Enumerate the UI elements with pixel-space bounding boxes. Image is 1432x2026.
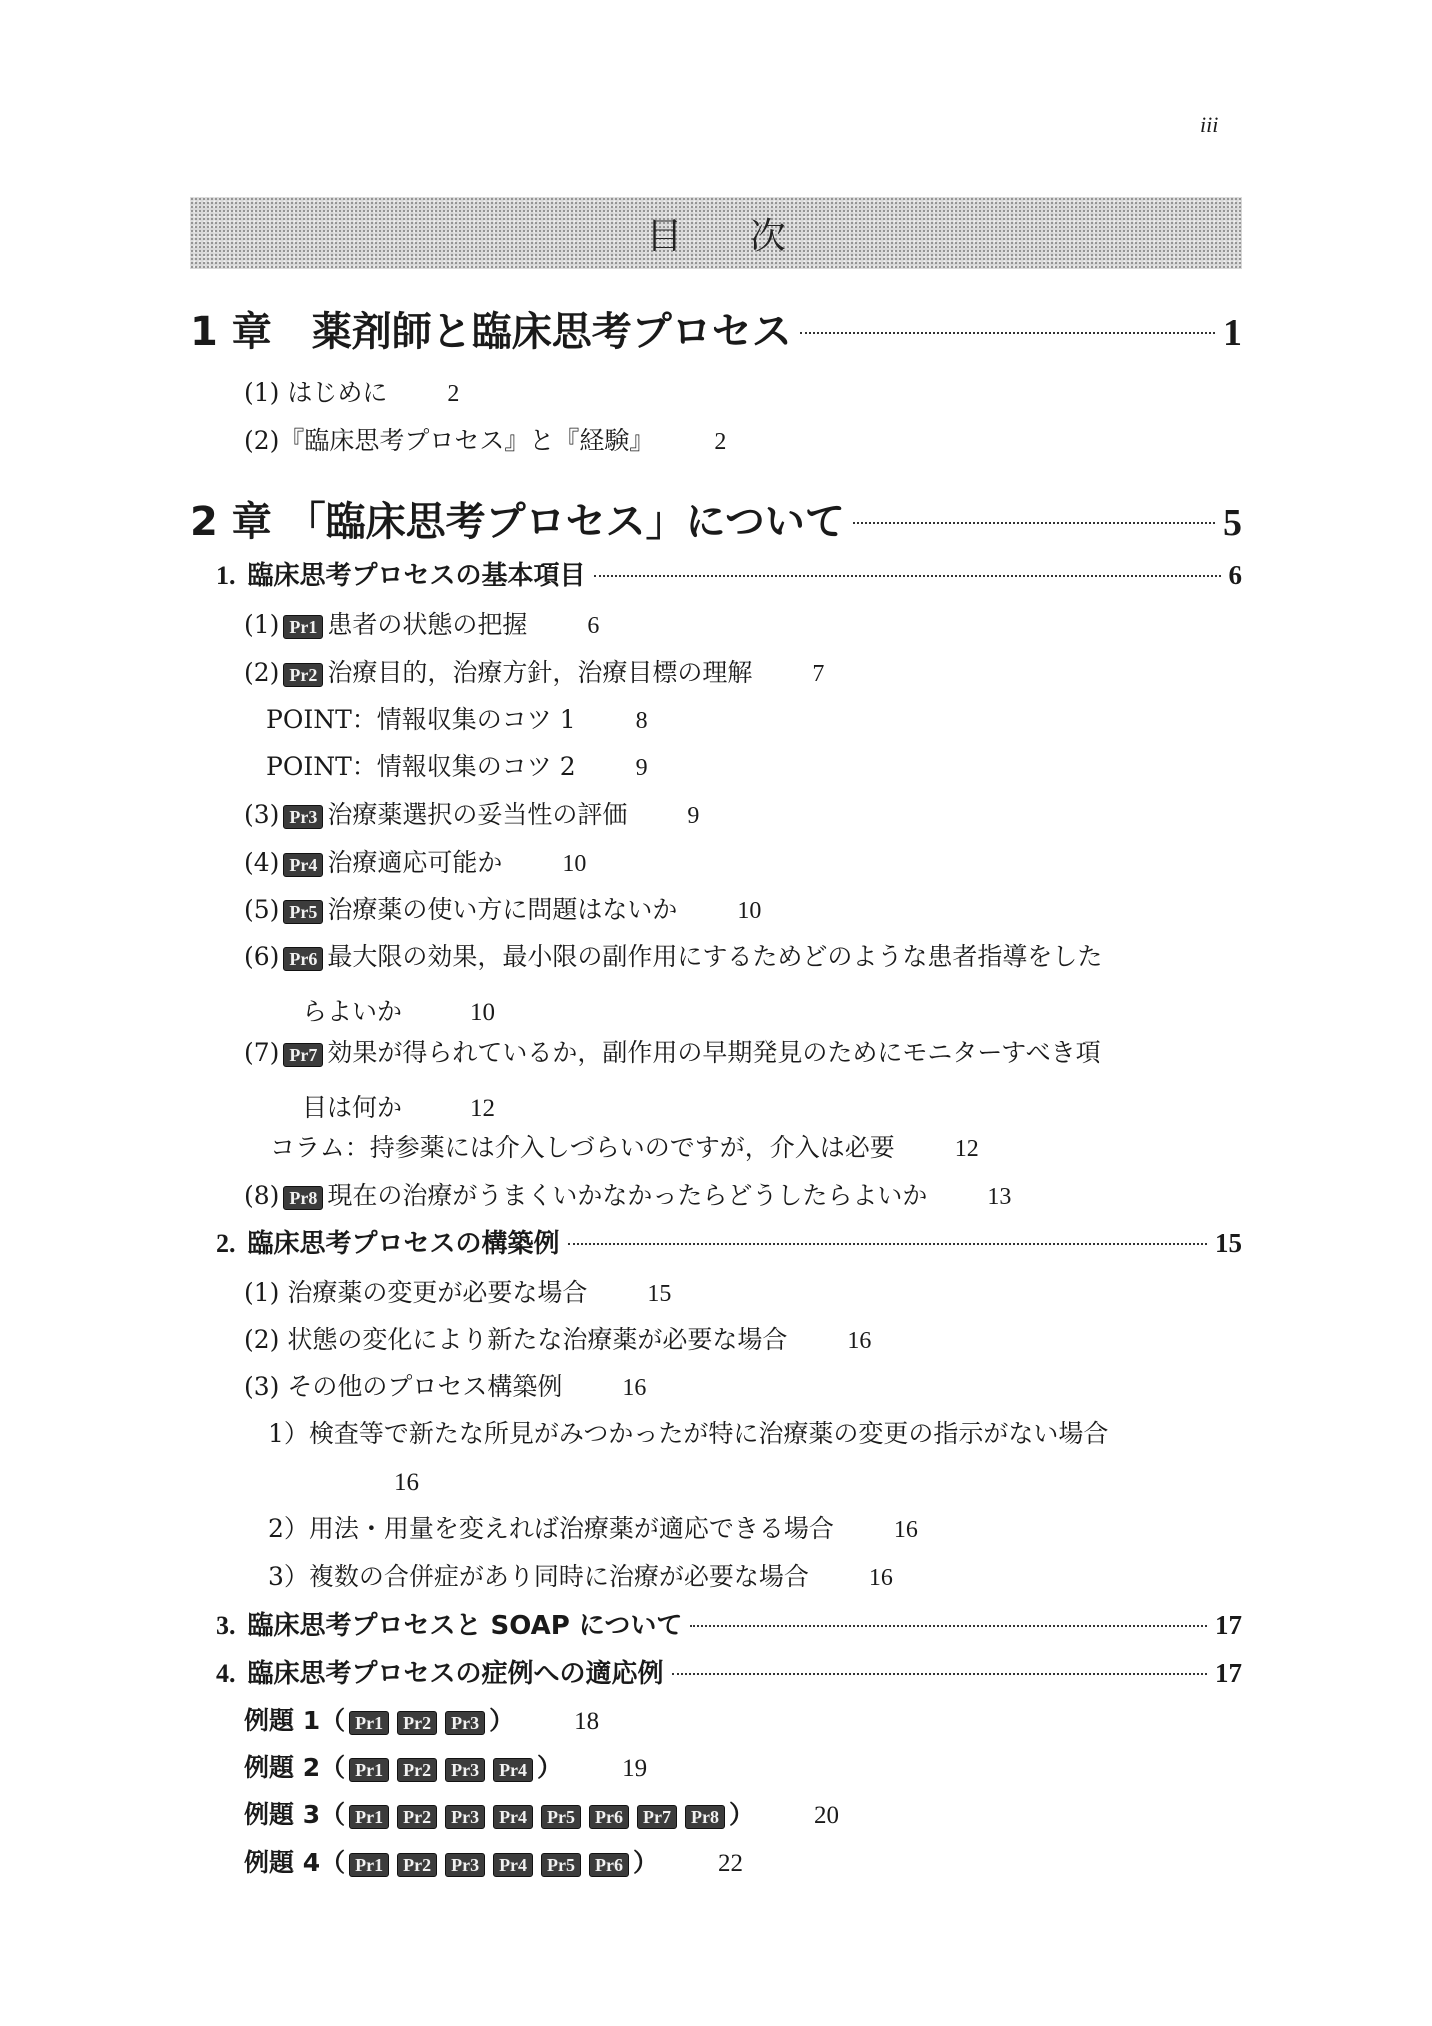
item-page: 2 xyxy=(447,381,460,407)
item-label: 効果が得られているか，副作用の早期発見のためにモニターすべき項 xyxy=(327,1038,1101,1067)
section-4-entry[interactable] xyxy=(216,1660,1242,1687)
toc-item[interactable] xyxy=(244,380,459,406)
example-label: 例題 4（ xyxy=(244,1848,346,1877)
item-label: 治療適応可能か xyxy=(327,848,503,877)
chapter-page: 1 xyxy=(1223,312,1242,354)
section-3-entry[interactable] xyxy=(216,1612,1242,1639)
item-label: 患者の状態の把握 xyxy=(327,610,528,639)
chapter-label: 1 章 薬剤師と臨床思考プロセス xyxy=(190,309,792,355)
example-1-entry[interactable] xyxy=(244,1708,599,1735)
toc-item-continuation[interactable] xyxy=(394,1469,419,1497)
pr-badge: Pr1 xyxy=(283,615,323,639)
toc-title: 目 次 xyxy=(646,215,814,257)
section-page: 6 xyxy=(1228,560,1242,590)
section-label: 臨床思考プロセスの構築例 xyxy=(247,1229,560,1259)
section-number: 2. xyxy=(216,1229,236,1258)
pr-badge: Pr3 xyxy=(283,805,323,829)
leader-dots xyxy=(800,332,1215,334)
section-label: 臨床思考プロセスと SOAP について xyxy=(247,1611,683,1641)
example-close: ） xyxy=(537,1753,563,1782)
pr-badge: Pr8 xyxy=(283,1186,323,1210)
section-label: 臨床思考プロセスの基本項目 xyxy=(247,561,586,591)
pr-badge: Pr7 xyxy=(637,1805,677,1829)
item-prefix: (2) xyxy=(244,658,280,687)
chapter-2-entry[interactable] xyxy=(190,499,1242,545)
toc-item[interactable] xyxy=(266,707,648,733)
toc-item[interactable] xyxy=(244,612,599,639)
example-page: 19 xyxy=(622,1755,648,1782)
item-label: 2）用法・用量を変えれば治療薬が適応できる場合 xyxy=(268,1514,834,1543)
chapter-page: 5 xyxy=(1223,502,1242,544)
item-page: 9 xyxy=(687,803,700,829)
pr-badge: Pr4 xyxy=(493,1758,533,1782)
pr-badge: Pr7 xyxy=(283,1043,323,1067)
toc-item[interactable] xyxy=(244,1280,671,1306)
item-page: 12 xyxy=(954,1136,979,1162)
pr-badge: Pr4 xyxy=(283,853,323,877)
example-close: ） xyxy=(728,1800,754,1829)
example-page: 22 xyxy=(718,1850,744,1877)
item-page: 6 xyxy=(587,613,600,639)
toc-item[interactable] xyxy=(244,1327,871,1353)
pr-badge: Pr2 xyxy=(397,1758,437,1782)
item-page: 9 xyxy=(635,755,648,781)
pr-badge: Pr3 xyxy=(445,1758,485,1782)
item-label: (3) その他のプロセス構築例 xyxy=(244,1372,563,1401)
pr-badge: Pr4 xyxy=(493,1853,533,1877)
item-label: POINT：情報収集のコツ 1 xyxy=(266,705,576,734)
item-prefix: (1) xyxy=(244,610,280,639)
pr-badge: Pr3 xyxy=(445,1853,485,1877)
item-page: 2 xyxy=(714,429,727,455)
section-2-entry[interactable] xyxy=(216,1230,1242,1257)
pr-badge: Pr6 xyxy=(589,1805,629,1829)
item-page: 10 xyxy=(737,898,762,924)
example-page: 18 xyxy=(574,1708,600,1735)
item-page: 10 xyxy=(562,851,587,877)
item-prefix: (7) xyxy=(244,1038,280,1067)
example-4-entry[interactable] xyxy=(244,1850,743,1877)
item-page: 8 xyxy=(635,708,648,734)
pr-badge: Pr6 xyxy=(589,1853,629,1877)
pr-badge: Pr2 xyxy=(397,1853,437,1877)
toc-item[interactable] xyxy=(244,1183,1011,1210)
example-2-entry[interactable] xyxy=(244,1755,647,1782)
item-label: コラム：持参薬には介入しづらいのですが，介入は必要 xyxy=(270,1133,895,1162)
pr-badge: Pr3 xyxy=(445,1711,485,1735)
item-page: 16 xyxy=(868,1565,893,1591)
pr-badge: Pr2 xyxy=(397,1711,437,1735)
item-label: (2) 状態の変化により新たな治療薬が必要な場合 xyxy=(244,1325,788,1354)
toc-item[interactable] xyxy=(244,802,699,829)
leader-dots xyxy=(690,1625,1207,1627)
pr-badge: Pr1 xyxy=(349,1711,389,1735)
toc-item[interactable] xyxy=(244,850,586,877)
toc-item-continuation[interactable] xyxy=(302,992,495,1028)
pr-badge: Pr5 xyxy=(541,1853,581,1877)
pr-badge: Pr1 xyxy=(349,1805,389,1829)
toc-item[interactable] xyxy=(244,660,824,687)
example-label: 例題 1（ xyxy=(244,1706,346,1735)
item-page: 16 xyxy=(622,1375,647,1401)
item-label-continued: 目は何か xyxy=(302,1093,403,1122)
item-label: POINT：情報収集のコツ 2 xyxy=(266,752,576,781)
section-number: 3. xyxy=(216,1611,236,1640)
example-label: 例題 3（ xyxy=(244,1800,346,1829)
item-label: 3）複数の合併症があり同時に治療が必要な場合 xyxy=(268,1562,809,1591)
section-page: 15 xyxy=(1215,1228,1242,1258)
example-close: ） xyxy=(489,1706,515,1735)
item-page: 16 xyxy=(893,1517,918,1543)
toc-item[interactable] xyxy=(244,1374,646,1400)
toc-item[interactable] xyxy=(244,1040,1101,1067)
section-1-entry[interactable] xyxy=(216,562,1242,589)
page-number: iii xyxy=(1200,112,1219,137)
item-page: 10 xyxy=(469,999,495,1026)
item-prefix: (8) xyxy=(244,1181,280,1210)
item-prefix: (4) xyxy=(244,848,280,877)
pr-badge: Pr4 xyxy=(493,1805,533,1829)
item-label-continued: らよいか xyxy=(302,997,403,1026)
item-label: (1) はじめに xyxy=(244,378,388,407)
toc-item[interactable] xyxy=(244,944,1102,971)
pr-badge: Pr1 xyxy=(349,1853,389,1877)
example-3-entry[interactable] xyxy=(244,1802,839,1829)
leader-dots xyxy=(594,575,1221,577)
pr-badge: Pr2 xyxy=(283,663,323,687)
toc-item[interactable] xyxy=(268,1516,918,1542)
leader-dots xyxy=(568,1243,1207,1245)
item-label: (2)『臨床思考プロセス』と『経験』 xyxy=(244,426,655,455)
item-page: 13 xyxy=(987,1184,1012,1210)
item-prefix: (3) xyxy=(244,800,280,829)
pr-badge: Pr2 xyxy=(397,1805,437,1829)
pr-badge: Pr5 xyxy=(541,1805,581,1829)
item-label: 治療薬選択の妥当性の評価 xyxy=(327,800,628,829)
pr-badge: Pr5 xyxy=(283,900,323,924)
chapter-1-entry[interactable] xyxy=(190,309,1242,355)
example-page: 20 xyxy=(814,1802,839,1829)
item-prefix: (6) xyxy=(244,942,280,971)
example-label: 例題 2（ xyxy=(244,1753,346,1782)
item-prefix: (5) xyxy=(244,895,280,924)
toc-item[interactable] xyxy=(244,897,761,924)
section-number: 1. xyxy=(216,561,236,590)
leader-dots xyxy=(853,522,1215,524)
pr-badge: Pr8 xyxy=(685,1805,725,1829)
toc-item[interactable] xyxy=(244,428,726,454)
item-label: 最大限の効果，最小限の副作用にするためどのような患者指導をした xyxy=(327,942,1103,971)
toc-item[interactable] xyxy=(270,1135,979,1161)
section-label: 臨床思考プロセスの症例への適応例 xyxy=(247,1659,664,1689)
chapter-label: 2 章 「臨床思考プロセス」について xyxy=(190,499,845,545)
example-close: ） xyxy=(633,1848,659,1877)
item-page: 15 xyxy=(647,1281,672,1307)
toc-item-continuation[interactable] xyxy=(302,1088,495,1124)
pr-badge: Pr6 xyxy=(283,947,323,971)
pr-badge: Pr3 xyxy=(445,1805,485,1829)
item-label: (1) 治療薬の変更が必要な場合 xyxy=(244,1278,588,1307)
item-label: 治療目的，治療方針，治療目標の理解 xyxy=(327,658,753,687)
leader-dots xyxy=(672,1673,1207,1675)
toc-item[interactable] xyxy=(266,754,648,780)
section-page: 17 xyxy=(1215,1658,1242,1688)
item-page: 16 xyxy=(394,1469,419,1496)
toc-title-banner xyxy=(190,197,1242,269)
item-label: 現在の治療がうまくいかなかったらどうしたらよいか xyxy=(327,1181,928,1210)
item-label: 治療薬の使い方に問題はないか xyxy=(327,895,678,924)
section-number: 4. xyxy=(216,1659,236,1688)
toc-item[interactable] xyxy=(268,1421,1108,1446)
pr-badge: Pr1 xyxy=(349,1758,389,1782)
item-label: 1）検査等で新たな所見がみつかったが特に治療薬の変更の指示がない場合 xyxy=(268,1419,1109,1448)
item-page: 7 xyxy=(812,661,825,687)
item-page: 12 xyxy=(469,1095,495,1122)
section-page: 17 xyxy=(1215,1610,1242,1640)
item-page: 16 xyxy=(847,1328,872,1354)
toc-item[interactable] xyxy=(268,1564,893,1590)
